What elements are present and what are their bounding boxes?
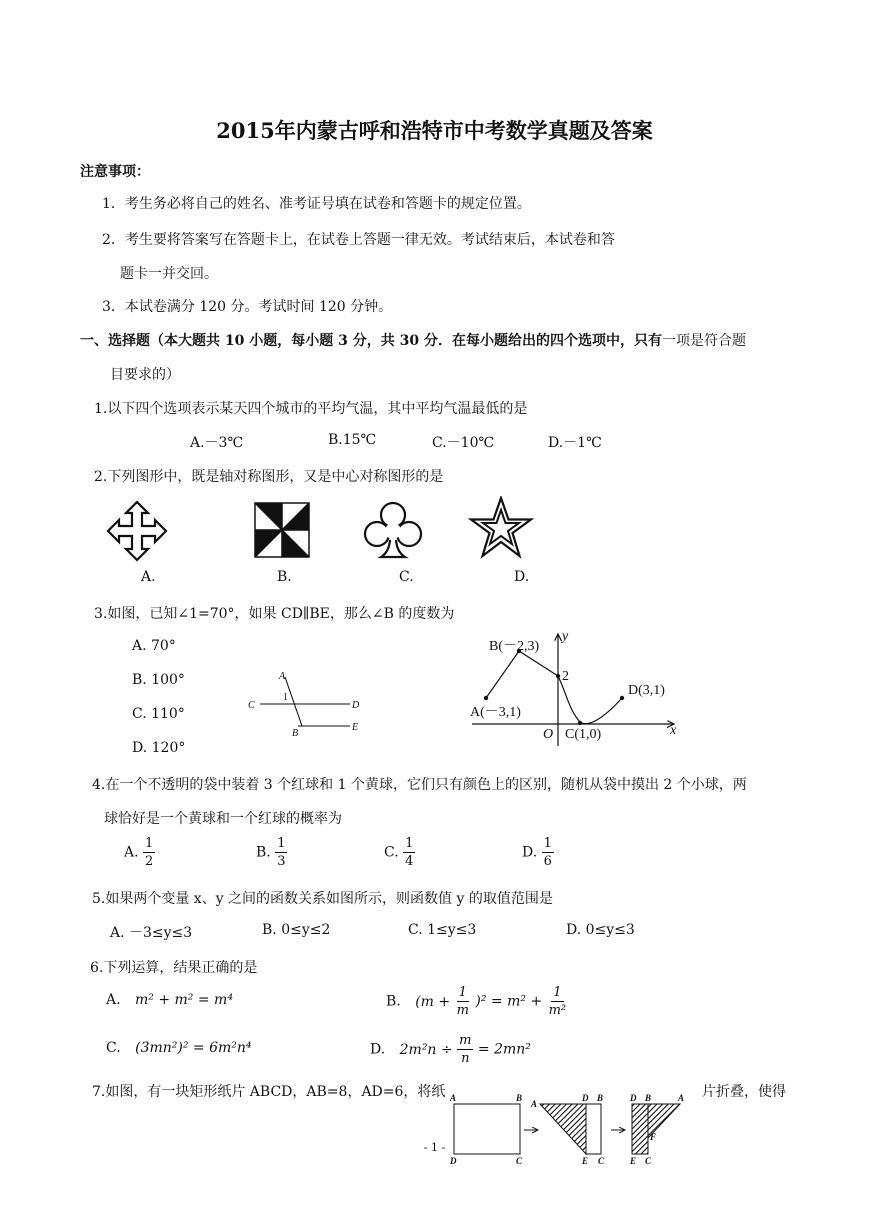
q1-option-c: C.－10℃ <box>432 435 495 451</box>
q6-option-b-frac-2-num: 1 <box>553 985 562 1000</box>
q6-option-b <box>386 984 568 1019</box>
q6-option-c-label: C. <box>106 1040 121 1056</box>
q4-option-c-label: C. <box>384 844 399 861</box>
graph-origin-label: O <box>543 727 554 742</box>
q4-option-a-den: 2 <box>145 854 154 869</box>
q4-option-a <box>124 835 155 870</box>
note-3: 3．本试卷满分 120 分。考试时间 120 分钟。 <box>102 299 393 315</box>
q3-option-c: C. 110° <box>132 706 185 722</box>
note-2-cont: 题卡一并交回。 <box>120 266 218 282</box>
q7-fig3-label-c: C <box>645 1156 652 1166</box>
q4-option-d-label: D. <box>522 844 538 861</box>
q4-stem-line2: 球恰好是一个黄球和一个红球的概率为 <box>104 811 342 827</box>
graph-point-c-label: C(1,0) <box>565 727 602 742</box>
q4-option-d-num: 1 <box>543 836 552 851</box>
q6-option-a-expr: m² + m² = m⁴ <box>135 992 233 1008</box>
q2-stem: 2.下列图形中，既是轴对称图形，又是中心对称图形的是 <box>94 469 444 485</box>
q6-option-c-expr: (3mn²)² = 6m²n⁴ <box>135 1040 252 1056</box>
q3-fig-label-e: E <box>352 722 359 733</box>
q6-option-d-frac-den: n <box>461 1051 470 1066</box>
graph-point-d-label: D(3,1) <box>628 683 665 698</box>
notes-heading: 注意事项： <box>80 164 150 180</box>
q6-option-c <box>106 1040 252 1056</box>
q6-option-b-frac-2-den: m² <box>548 1003 567 1018</box>
q6-option-d-frac-num: m <box>459 1033 472 1048</box>
q5-option-c: C. 1≤y≤3 <box>408 922 477 938</box>
q6-option-b-expr-1: (m + <box>415 993 451 1010</box>
q4-option-d <box>522 835 554 870</box>
q3-option-b: B. 100° <box>132 672 185 688</box>
q7-fig1-label-d: D <box>450 1156 457 1166</box>
q4-option-a-num: 1 <box>145 836 154 851</box>
note-2: 2．考生要将答案写在答题卡上，在试卷上答题一律无效。考试结束后，本试卷和答 <box>102 232 615 248</box>
section-heading-line2: 目要求的） <box>110 367 180 383</box>
q6-option-a <box>106 992 233 1008</box>
q6-option-b-label: B. <box>386 993 401 1010</box>
q3-fig-label-d: D <box>352 700 360 711</box>
q4-option-b-den: 3 <box>277 854 286 869</box>
folding-paper-figure <box>444 1090 694 1168</box>
section-heading-bold: 一、选择题（本大题共 10 小题，每小题 3 分，共 30 分．在每小题给出的四个选项中，只有 <box>80 333 662 349</box>
graph-x-label: x <box>670 723 677 738</box>
q4-option-b <box>256 835 287 870</box>
q7-fig3-label-e: E <box>630 1156 637 1166</box>
q2-label-b: B. <box>277 569 292 585</box>
q6-option-d-label: D. <box>370 1041 386 1058</box>
q1-option-a: A.－3℃ <box>190 435 244 451</box>
q7-fig3-label-f: F <box>650 1132 657 1142</box>
q5-option-d: D. 0≤y≤3 <box>566 922 635 938</box>
function-graph-figure <box>464 628 684 754</box>
q3-stem: 3.如图，已知∠1=70°，如果 CD∥BE，那么∠B 的度数为 <box>94 606 455 622</box>
q4-stem-line1: 4.在一个不透明的袋中装着 3 个红球和 1 个黄球，它们只有颜色上的区别，随机从袋中摸出 2 个小球，两 <box>92 777 747 793</box>
q4-option-b-fraction <box>275 835 287 870</box>
q7-fig3-label-b: B <box>645 1093 652 1103</box>
q7-fig1-label-a: A <box>450 1093 457 1103</box>
q2-label-d: D. <box>514 569 530 585</box>
q7-fig3-label-d: D <box>630 1093 637 1103</box>
q6-option-b-frac-1-num: 1 <box>458 985 467 1000</box>
q3-fig-label-1: 1 <box>283 692 288 703</box>
q5-option-a: A. －3≤y≤3 <box>110 925 193 941</box>
q3-fig-label-b: B <box>292 728 299 739</box>
section-heading <box>80 330 746 350</box>
q4-option-c <box>384 835 415 870</box>
q7-fig2-label-a: A <box>531 1099 538 1109</box>
q5-option-b: B. 0≤y≤2 <box>262 922 331 938</box>
q6-option-a-label: A. <box>106 992 121 1008</box>
q4-option-c-den: 4 <box>405 854 414 869</box>
q6-option-b-frac-1 <box>455 984 471 1019</box>
q6-option-b-frac-1-den: m <box>456 1003 469 1018</box>
q7-fig2-label-b: B <box>597 1093 604 1103</box>
q7-fig2-label-c: C <box>598 1156 605 1166</box>
section-heading-tail: 一项是符合题 <box>661 333 746 349</box>
club-figure <box>362 500 424 560</box>
q6-option-b-expr-2: )² = m² + <box>475 993 543 1010</box>
q3-option-a: A. 70° <box>132 638 176 654</box>
q3-fig-label-a: A <box>279 671 286 682</box>
q3-option-d: D. 120° <box>132 740 186 756</box>
q6-option-d-expr-2: = 2mn² <box>477 1041 531 1058</box>
q6-option-d-frac <box>457 1032 473 1067</box>
q4-option-a-label: A. <box>124 844 139 861</box>
q7-fig3-label-a: A <box>678 1093 685 1103</box>
note-1: 1．考生务必将自己的姓名、准考证号填在试卷和答题卡的规定位置。 <box>102 196 531 212</box>
arrows-cross-figure <box>106 500 168 562</box>
q4-option-a-fraction <box>143 835 155 870</box>
pinwheel-figure <box>254 502 310 558</box>
q6-option-d <box>370 1032 531 1067</box>
q7-fig1-label-c: C <box>516 1156 523 1166</box>
page-title: 2015年内蒙古呼和浩特市中考数学真题及答案 <box>216 118 653 143</box>
star-figure <box>468 496 534 560</box>
q3-fig-label-c: C <box>248 700 255 711</box>
graph-y-intercept-label: 2 <box>562 669 569 684</box>
q1-option-d: D.－1℃ <box>548 435 602 451</box>
graph-point-a-label: A(－3,1) <box>470 705 521 720</box>
q4-option-d-fraction <box>542 835 554 870</box>
q4-option-c-fraction <box>403 835 415 870</box>
parallel-lines-figure <box>240 664 370 744</box>
q6-stem: 6.下列运算，结果正确的是 <box>90 960 258 976</box>
graph-y-label: y <box>562 629 569 644</box>
q4-option-b-label: B. <box>256 844 271 861</box>
q4-option-c-num: 1 <box>405 836 414 851</box>
q6-option-d-expr-1: 2m²n ÷ <box>399 1041 453 1058</box>
q7-fig2-label-d: D <box>582 1093 589 1103</box>
graph-point-b-label: B(－2,3) <box>489 639 540 654</box>
q2-label-c: C. <box>399 569 414 585</box>
q4-option-b-num: 1 <box>277 836 286 851</box>
q7-fig2-label-e: E <box>582 1156 589 1166</box>
page-number: - 1 - <box>423 1141 446 1154</box>
q6-option-b-frac-2 <box>547 984 569 1019</box>
q1-option-b: B.15℃ <box>328 432 377 448</box>
q5-stem: 5.如果两个变量 x、y 之间的函数关系如图所示，则函数值 y 的取值范围是 <box>92 891 553 907</box>
q2-label-a: A. <box>141 569 156 585</box>
q7-stem-tail: 片折叠，使得 <box>702 1084 786 1100</box>
q1-stem: 1.以下四个选项表示某天四个城市的平均气温，其中平均气温最低的是 <box>94 401 528 417</box>
q7-stem: 7.如图，有一块矩形纸片 ABCD，AB=8，AD=6，将纸 <box>92 1084 446 1100</box>
q7-fig1-label-b: B <box>516 1093 523 1103</box>
q4-option-d-den: 6 <box>543 854 552 869</box>
